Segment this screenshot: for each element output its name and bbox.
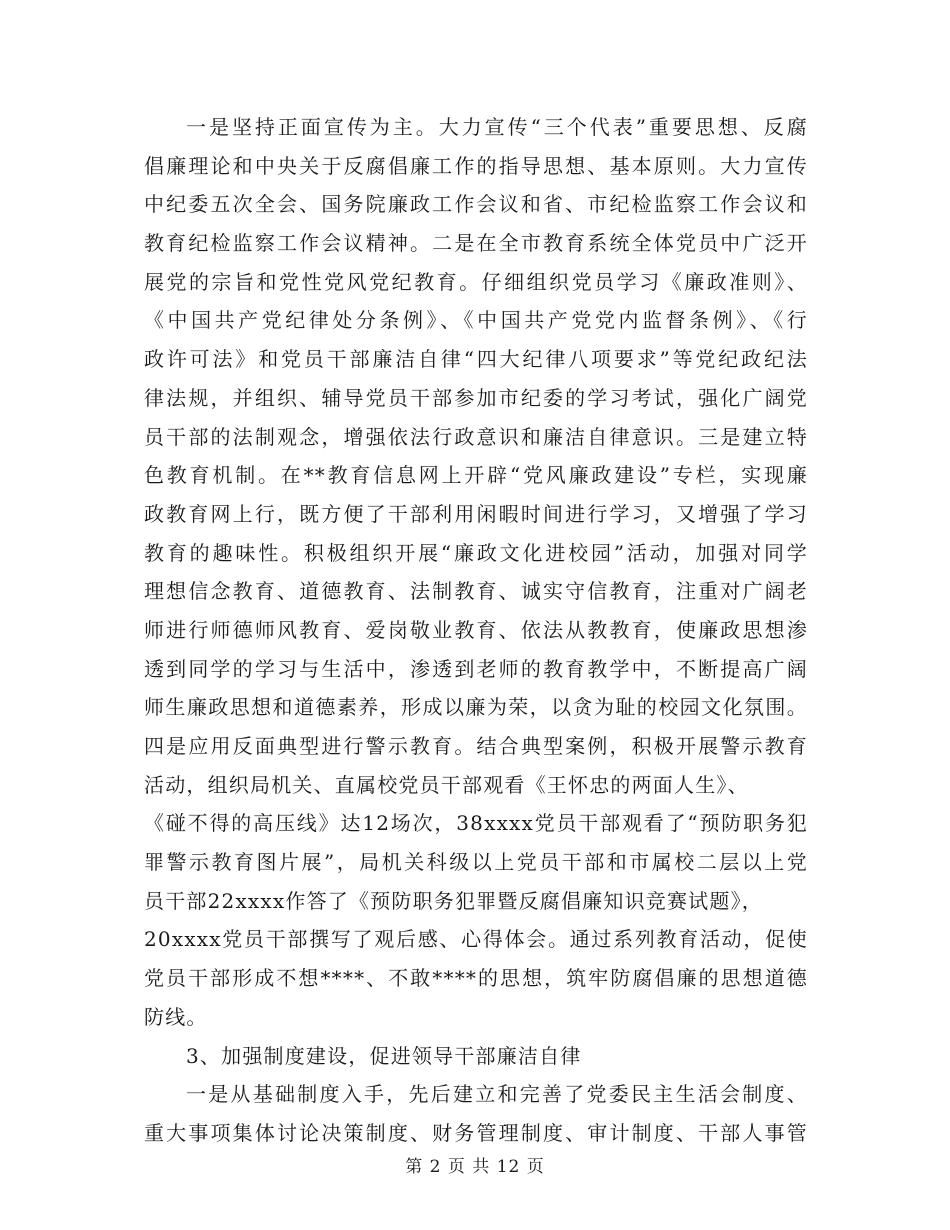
- section-heading: 3、加强制度建设，促进领导干部廉洁自律: [186, 1043, 582, 1068]
- text-line: 教育的趣味性。积极组织开展“廉政文化进校园”活动，加强对同学: [144, 540, 808, 565]
- body-text: [144, 108, 808, 1153]
- text-line: 政许可法》和党员干部廉洁自律“四大纪律八项要求”等党纪政纪法: [144, 347, 808, 372]
- text-line: 一是从基础制度入手，先后建立和完善了党委民主生活会制度、: [186, 1082, 808, 1107]
- text-line: 员干部的法制观念，增强依法行政意识和廉洁自律意识。三是建立特: [144, 424, 808, 449]
- text-line: 展党的宗旨和党性党风党纪教育。仔细组织党员学习《廉政准则》、: [144, 269, 808, 294]
- text-line: 《中国共产党纪律处分条例》、《中国共产党党内监督条例》、《行: [144, 308, 808, 333]
- text-line: 理想信念教育、道德教育、法制教育、诚实守信教育，注重对广阔老: [144, 579, 808, 604]
- text-line: 四是应用反面典型进行警示教育。结合典型案例，积极开展警示教育: [144, 734, 808, 758]
- text-line: 重大事项集体讨论决策制度、财务管理制度、审计制度、干部人事管: [144, 1120, 808, 1145]
- text-line: 透到同学的学习与生活中，渗透到老师的教育教学中，不断提高广阔: [144, 656, 808, 681]
- text-line: 色教育机制。在**教育信息网上开辟“党风廉政建设”专栏，实现廉: [144, 463, 808, 488]
- text-line: 员干部22xxxx作答了《预防职务犯罪暨反腐倡廉知识竞赛试题》，: [144, 888, 763, 913]
- page-number-footer: 第 2 页 共 12 页: [405, 1157, 545, 1177]
- text-line: 政教育网上行，既方便了干部利用闲暇时间进行学习，又增强了学习: [144, 501, 808, 526]
- text-line: 中纪委五次全会、国务院廉政工作会议和省、市纪检监察工作会议和: [144, 192, 808, 217]
- text-line: 罪警示教育图片展”，局机关科级以上党员干部和市属校二层以上党: [144, 850, 808, 875]
- text-line: 《碰不得的高压线》达12场次，38xxxx党员干部观看了“预防职务犯: [144, 811, 808, 836]
- text-line: 党员干部形成不想****、不敢****的思想，筑牢防腐倡廉的思想道德: [144, 966, 808, 991]
- text-line: 倡廉理论和中央关于反腐倡廉工作的指导思想、基本原则。大力宣传: [144, 153, 808, 178]
- text-line: 一是坚持正面宣传为主。大力宣传“三个代表”重要思想、反腐: [186, 115, 808, 139]
- text-line: 师生廉政思想和道德素养，形成以廉为荣，以贪为耻的校园文化氛围。: [144, 695, 808, 720]
- text-line: 活动，组织局机关、直属校党员干部观看《王怀忠的两面人生》、: [144, 772, 749, 797]
- text-line: 20xxxx党员干部撰写了观后感、心得体会。通过系列教育活动，促使: [144, 927, 808, 952]
- text-line: 师进行师德师风教育、爱岗敬业教育、依法从教教育，使廉政思想渗: [144, 617, 808, 642]
- text-line: 防线。: [144, 1004, 208, 1029]
- text-line: 律法规，并组织、辅导党员干部参加市纪委的学习考试，强化广阔党: [144, 385, 808, 410]
- text-line: 教育纪检监察工作会议精神。二是在全市教育系统全体党员中广泛开: [144, 231, 808, 256]
